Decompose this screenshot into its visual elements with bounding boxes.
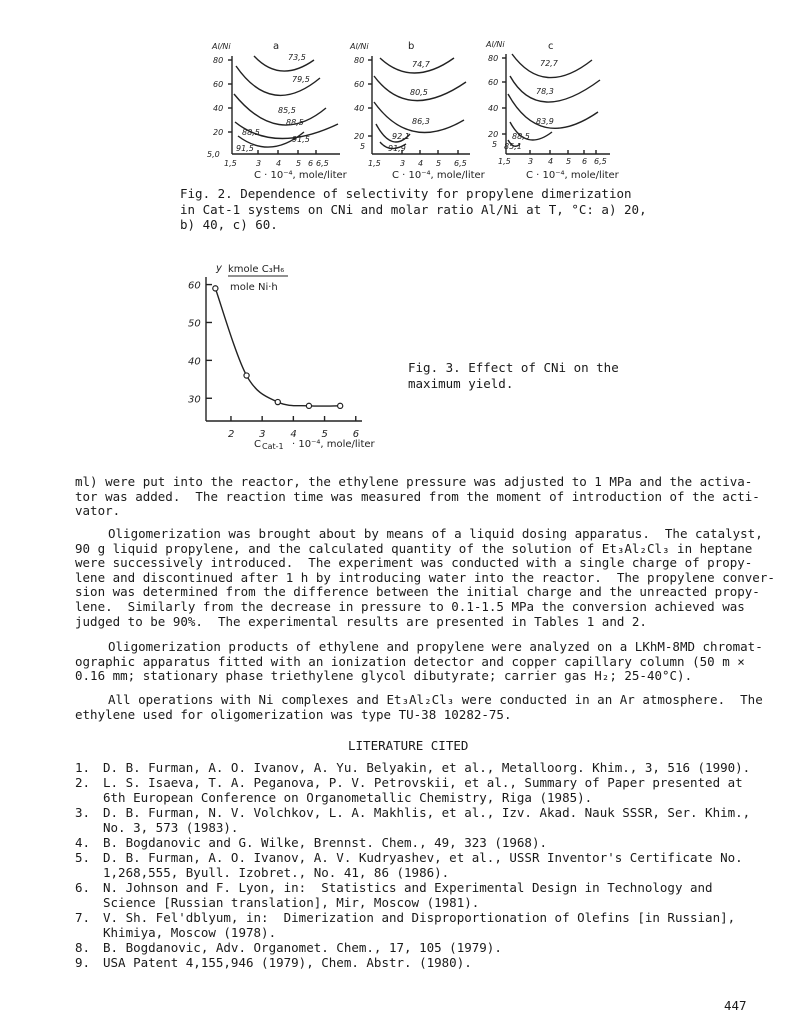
fig2b-curve-label: 86,3 bbox=[412, 117, 430, 126]
fig2a-letter: a bbox=[273, 41, 280, 52]
fig3-data-point bbox=[275, 399, 280, 404]
fig2-caption-line: in Cat-1 systems on CNi and molar ratio Al/Ni at T, °C: a) 20, bbox=[180, 201, 647, 217]
fig2b-ylabel: Al/Ni bbox=[350, 42, 369, 51]
fig2b-curve-label: 92,1 bbox=[392, 132, 410, 141]
fig2c-ylabel: Al/Ni bbox=[486, 40, 505, 49]
body-line: Oligomerization was brought about by means of a liquid dosing apparatus. The catalyst, bbox=[108, 526, 763, 541]
fig2a-curve-label: 85,5 bbox=[278, 106, 296, 115]
body-line: Oligomerization products of ethylene and propylene were analyzed on a LKhM-8MD chromat- bbox=[108, 639, 763, 654]
fig2a-curve-label: 88,5 bbox=[242, 128, 260, 137]
reference-item: 5. D. B. Furman, A. O. Ivanov, A. V. Kudryashev, et al., USSR Inventor's Certificate No. 1,268,555, Byull. Izobret., No. 41, 86 (1986). bbox=[75, 850, 743, 880]
fig2c-curve-label: 88,5 bbox=[512, 132, 530, 141]
fig3-series-line bbox=[215, 288, 340, 406]
fig3-caption-line: maximum yield. bbox=[408, 375, 514, 391]
body-paragraph-2 bbox=[75, 526, 775, 629]
fig2c-ytick: 5 bbox=[492, 140, 498, 149]
fig2b-ytick: 80 bbox=[354, 56, 365, 65]
fig3-xtick-label: 6 bbox=[352, 429, 360, 440]
fig2-graphs bbox=[180, 36, 620, 182]
fig2a-curve-label: 79,5 bbox=[292, 75, 310, 84]
fig2c-xtick: 6 bbox=[582, 157, 588, 166]
page-number: 447 bbox=[724, 998, 747, 1013]
reference-item: 1. D. B. Furman, A. O. Ivanov, A. Yu. Belyakin, et al., Metalloorg. Khim., 3, 516 (1990). bbox=[75, 760, 751, 775]
fig2-caption-line: Fig. 2. Dependence of selectivity for propylene dimerization bbox=[180, 186, 632, 201]
reference-item: 6. N. Johnson and F. Lyon, in: Statistics and Experimental Design in Technology and Science [Russian translation], Mir, Moscow (1981). bbox=[75, 880, 713, 910]
fig3-data-point bbox=[338, 403, 343, 408]
fig3-xlabel-rest: · 10⁻⁴, mole/liter bbox=[292, 439, 375, 450]
fig2c-xtick: 1,5 bbox=[498, 157, 511, 166]
body-line: lene. Similarly from the decrease in pressure to 0.1-1.5 MPa the conversion achieved was bbox=[75, 598, 745, 614]
fig2c-xtick: 3 bbox=[528, 157, 534, 166]
body-line: sion was determined from the difference between the initial charge and the unreacted propy- bbox=[75, 584, 760, 600]
fig2a-ytick: 60 bbox=[213, 80, 224, 89]
fig2c-ytick: 80 bbox=[488, 54, 499, 63]
fig3-ytick-label: 60 bbox=[188, 280, 201, 292]
reference-item: 3. D. B. Furman, N. V. Volchkov, L. A. Makhlis, et al., Izv. Akad. Nauk SSSR, Ser. Khim., No. 3, 573 (1983). bbox=[75, 805, 751, 835]
fig3-chart bbox=[170, 255, 410, 455]
body-line: judged to be 90%. The experimental results are presented in Tables 1 and 2. bbox=[75, 613, 647, 629]
body-line: were successively introduced. The experiment was conducted with a single charge of propy- bbox=[75, 555, 753, 571]
fig2a-curve-label: 91,5 bbox=[236, 144, 254, 153]
fig2c-xlabel: C · 10⁻⁴, mole/liter bbox=[526, 170, 619, 181]
fig3-xtick-label: 2 bbox=[227, 429, 235, 440]
fig3-data-point bbox=[213, 286, 218, 291]
fig2b-xlabel: C · 10⁻⁴, mole/liter bbox=[392, 170, 485, 181]
body-paragraph-3 bbox=[75, 639, 763, 684]
fig2b-ytick: 5 bbox=[360, 142, 366, 151]
fig2b-ytick: 20 bbox=[354, 132, 365, 141]
fig3-ytick-label: 40 bbox=[188, 356, 201, 368]
body-line: All operations with Ni complexes and Et₃Al₂Cl₃ were conducted in an Ar atmosphere. The bbox=[108, 692, 763, 707]
fig2c-ytick: 20 bbox=[488, 130, 499, 139]
reference-item: 9. USA Patent 4,155,946 (1979), Chem. Abstr. (1980). bbox=[75, 955, 472, 970]
fig2a-xtick: 3 bbox=[256, 159, 262, 168]
reference-item: 2. L. S. Isaeva, T. A. Peganova, P. V. Petrovskii, et al., Summary of Paper presented at 6th European Conference on Organometallic Chemistry, Riga (1985). bbox=[75, 775, 743, 805]
fig2c-curve-label: 72,7 bbox=[540, 59, 558, 68]
fig2a-xlabel: C · 10⁻⁴, mole/liter bbox=[254, 170, 347, 181]
body-line: tor was added. The reaction time was measured from the moment of introduction of the acti- bbox=[75, 488, 760, 504]
fig3-data-point bbox=[244, 373, 249, 378]
reference-item: 4. B. Bogdanovic and G. Wilke, Brennst. Chem., 49, 323 (1968). bbox=[75, 835, 548, 850]
fig2c-ytick: 60 bbox=[488, 78, 499, 87]
fig3-ytick-label: 30 bbox=[188, 394, 201, 406]
fig3-xtick-label: 3 bbox=[259, 429, 266, 440]
fig2c-curve-label: 78,3 bbox=[536, 87, 554, 96]
body-line: 0.16 mm; stationary phase triethylene glycol dibutyrate; carrier gas H₂; 25-40°C). bbox=[75, 668, 693, 684]
body-line: ethylene used for oligomerization was type TU-38 10282-75. bbox=[75, 706, 512, 722]
fig3-xtick-label: 4 bbox=[290, 429, 297, 440]
fig2b-xtick: 1,5 bbox=[368, 159, 381, 168]
body-line: ml) were put into the reactor, the ethylene pressure was adjusted to 1 MPa and the activa- bbox=[75, 474, 753, 489]
body-line: 90 g liquid propylene, and the calculated quantity of the solution of Et₃Al₂Cl₃ in heptane bbox=[75, 540, 753, 556]
fig3-caption-line: Fig. 3. Effect of CNi on the bbox=[408, 360, 619, 375]
reference-item: 7. V. Sh. Fel'dblyum, in: Dimerization and Disproportionation of Olefins [in Russian], Khimiya, Moscow (1978). bbox=[75, 910, 736, 940]
fig2a-curve-label: 88,5 bbox=[286, 118, 304, 127]
fig3-data-point bbox=[306, 403, 311, 408]
body-paragraph-4 bbox=[75, 692, 763, 722]
reference-list bbox=[75, 760, 755, 970]
fig2-panel-c bbox=[485, 40, 620, 181]
fig2-panel-a bbox=[207, 41, 348, 181]
fig2b-xtick: 4 bbox=[418, 159, 424, 168]
fig2a-xtick: 4 bbox=[276, 159, 282, 168]
fig2a-xtick: 6,5 bbox=[316, 159, 329, 168]
fig2a-xtick: 1,5 bbox=[224, 159, 237, 168]
fig3-xlabel-sub: Cat-1 bbox=[262, 442, 284, 451]
fig2c-letter: c bbox=[548, 41, 554, 52]
fig3-xtick-label: 5 bbox=[321, 429, 328, 440]
fig3-y-denominator: mole Ni·h bbox=[230, 282, 278, 293]
fig2a-ylabel: Al/Ni bbox=[212, 42, 231, 51]
fig3-caption bbox=[408, 360, 619, 391]
fig2b-xtick: 5 bbox=[436, 159, 442, 168]
fig2a-ytick: 5,0 bbox=[207, 150, 220, 159]
fig3-xlabel-c: C bbox=[254, 439, 261, 450]
fig2c-xtick: 5 bbox=[566, 157, 572, 166]
fig2b-xtick: 6,5 bbox=[454, 159, 467, 168]
fig2c-curve-label: 83,9 bbox=[536, 117, 554, 126]
fig2b-curve-label: 74,7 bbox=[412, 60, 430, 69]
fig2b-curve-label: 91,9 bbox=[388, 144, 406, 153]
fig2a-curve-label: 73,5 bbox=[288, 53, 306, 62]
fig2b-curve-label: 80,5 bbox=[410, 88, 428, 97]
literature-heading: LITERATURE CITED bbox=[348, 738, 469, 753]
body-line: vator. bbox=[75, 503, 121, 519]
fig2-caption-line: b) 40, c) 60. bbox=[180, 217, 278, 232]
fig2a-curve-label: 91,5 bbox=[292, 135, 310, 144]
fig2c-xtick: 6,5 bbox=[594, 157, 607, 166]
fig2b-ytick: 40 bbox=[354, 104, 365, 113]
fig3-ytick-label: 50 bbox=[188, 318, 201, 330]
body-line: lene and discontinued after 1 h by introducing water into the reactor. The propylene conver- bbox=[75, 569, 775, 585]
fig2b-xtick: 3 bbox=[400, 159, 406, 168]
fig2c-ytick: 40 bbox=[488, 104, 499, 113]
fig2a-ytick: 40 bbox=[213, 104, 224, 113]
fig2a-xtick: 6 bbox=[308, 159, 314, 168]
fig2a-ytick: 80 bbox=[213, 56, 224, 65]
body-paragraph-1 bbox=[75, 474, 760, 519]
reference-item: 8. B. Bogdanovic, Adv. Organomet. Chem., 17, 105 (1979). bbox=[75, 940, 502, 955]
fig2b-letter: b bbox=[408, 41, 415, 52]
fig2c-xtick: 4 bbox=[548, 157, 554, 166]
fig2b-ytick: 60 bbox=[354, 80, 365, 89]
fig2-caption bbox=[180, 186, 647, 233]
fig3-y-numerator: kmole C₃H₆ bbox=[228, 264, 285, 275]
fig3-y-symbol: y bbox=[216, 263, 222, 274]
fig2a-xtick: 5 bbox=[296, 159, 302, 168]
fig2-panel-b bbox=[349, 41, 486, 181]
body-line: ographic apparatus fitted with an ionization detector and copper capillary column (50 m × bbox=[75, 653, 745, 669]
fig2c-curve-label: 85,1 bbox=[504, 142, 522, 151]
fig2a-ytick: 20 bbox=[213, 128, 224, 137]
